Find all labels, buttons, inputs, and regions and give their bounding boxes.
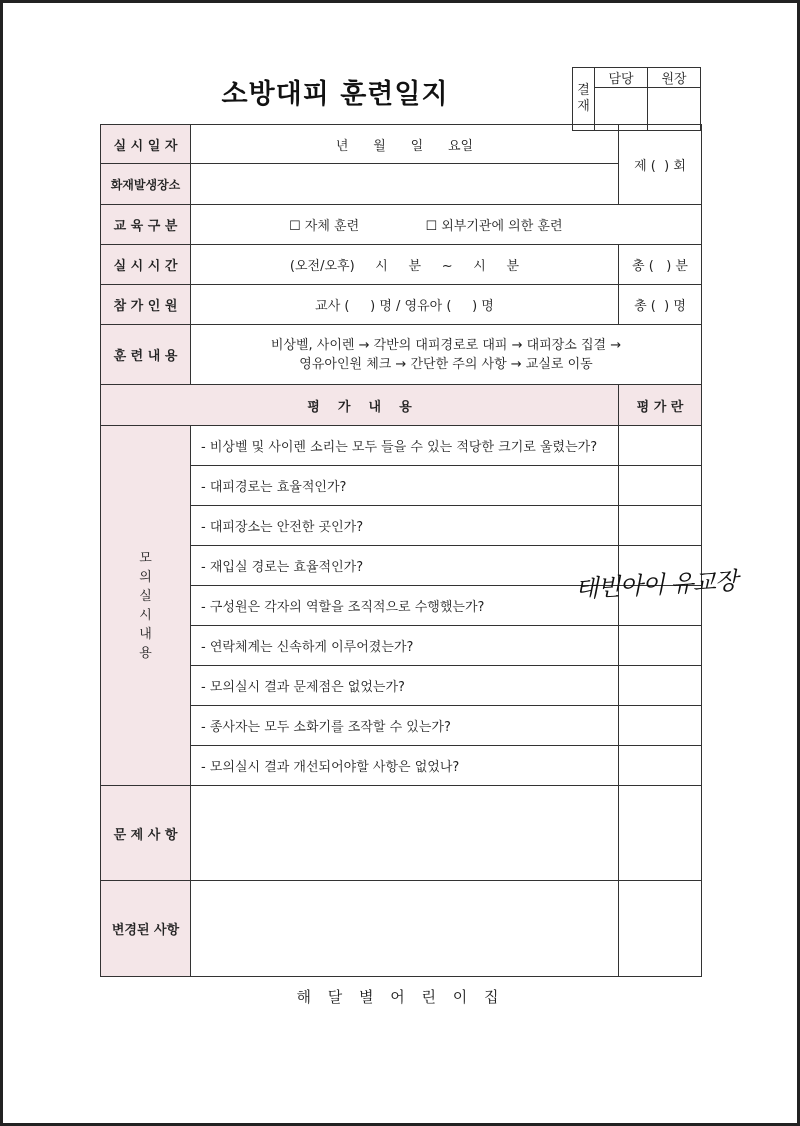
question-score[interactable] [619, 666, 702, 706]
row-fire-location [101, 164, 702, 205]
question-text: - 모의실시 결과 개선되어야할 사항은 없었나? [191, 746, 619, 786]
question-row [101, 666, 702, 706]
question-text: - 종사자는 모두 소화기를 조작할 수 있는가? [191, 706, 619, 746]
question-row [101, 426, 702, 466]
participants-label: 참 가 인 원 [101, 285, 191, 325]
row-problems [101, 786, 702, 881]
date-field[interactable] [191, 125, 619, 164]
question-text: - 구성원은 각자의 역할을 조직적으로 수행했는가? [191, 586, 619, 626]
participants-total: 총 ( ) 명 [634, 299, 686, 314]
question-score[interactable] [619, 746, 702, 786]
watermark-signature: 태빈아이 유교장 [574, 566, 738, 604]
row-time [101, 245, 702, 285]
question-text: - 재입실 경로는 효율적인가? [191, 546, 619, 586]
date-label: 실 시 일 자 [101, 125, 191, 164]
question-text: - 비상벨 및 사이렌 소리는 모두 들을 수 있는 적당한 크기로 울렸는가? [191, 426, 619, 466]
approval-label [573, 68, 595, 131]
mock-label-char: 내 [139, 626, 152, 642]
row-training-content [101, 325, 702, 385]
mock-drill-label [101, 426, 191, 786]
row-eval-header [101, 385, 702, 426]
time-value: (오전/오후) 시 분 ~ 시 분 [289, 259, 520, 274]
question-score[interactable] [619, 626, 702, 666]
fire-location-field[interactable] [191, 164, 619, 205]
fire-location-label: 화재발생장소 [101, 164, 191, 205]
question-row [101, 466, 702, 506]
participants-field[interactable] [191, 285, 619, 325]
question-row [101, 706, 702, 746]
option-external-training[interactable]: ☐ 외부기관에 의한 훈련 [425, 219, 563, 234]
mock-label-char: 시 [139, 607, 152, 623]
time-field[interactable] [191, 245, 619, 285]
page-title: 소방대피 훈련일지 [221, 79, 449, 110]
training-log-table [100, 124, 702, 977]
row-education-type [101, 205, 702, 245]
time-total-field[interactable] [619, 245, 702, 285]
row-date [101, 125, 702, 164]
problems-score[interactable] [619, 786, 702, 881]
education-type-label: 교 육 구 분 [101, 205, 191, 245]
question-text: - 대피장소는 안전한 곳인가? [191, 506, 619, 546]
question-text: - 모의실시 결과 문제점은 없었는가? [191, 666, 619, 706]
participants-value: 교사 ( ) 명 / 영유아 ( ) 명 [315, 299, 494, 314]
content-label: 훈 련 내 용 [101, 325, 191, 385]
problems-label: 문 제 사 항 [101, 786, 191, 881]
eval-score-header: 평 가 란 [619, 385, 702, 426]
date-value: 년 월 일 요일 [335, 138, 474, 154]
session-value: 제 ( ) 회 [634, 159, 686, 174]
eval-content-header: 평 가 내 용 [101, 385, 619, 426]
content-field [191, 325, 702, 385]
question-score[interactable] [619, 426, 702, 466]
question-row [101, 746, 702, 786]
row-changes [101, 881, 702, 977]
mock-label-char: 의 [139, 569, 152, 585]
question-score[interactable] [619, 506, 702, 546]
time-total: 총 ( ) 분 [632, 259, 688, 274]
participants-total-field[interactable] [619, 285, 702, 325]
approval-label-text: 결 재 [577, 83, 590, 114]
changes-score[interactable] [619, 881, 702, 977]
session-field[interactable] [619, 125, 702, 205]
mock-label-char: 용 [139, 645, 152, 661]
question-score[interactable] [619, 706, 702, 746]
mock-label-char: 실 [139, 588, 152, 604]
approval-box [572, 67, 701, 131]
education-type-field [191, 205, 702, 245]
question-score[interactable] [619, 466, 702, 506]
content-line-1: 비상벨, 사이렌 → 각반의 대피경로로 대피 → 대피장소 집결 → [270, 337, 622, 353]
question-text: - 연락체계는 신속하게 이루어졌는가? [191, 626, 619, 666]
question-row [101, 626, 702, 666]
problems-field[interactable] [191, 786, 619, 881]
approval-col-manager: 담당 [595, 68, 648, 88]
question-row [101, 506, 702, 546]
changes-field[interactable] [191, 881, 619, 977]
approval-col-director: 원장 [648, 68, 701, 88]
option-self-training[interactable]: ☐ 자체 훈련 [289, 219, 360, 234]
footer-daycare-name: 해 달 별 어 린 이 집 [296, 988, 505, 1006]
time-label: 실 시 시 간 [101, 245, 191, 285]
question-text: - 대피경로는 효율적인가? [191, 466, 619, 506]
content-line-2: 영유아인원 체크 → 간단한 주의 사항 → 교실로 이동 [299, 356, 593, 372]
changes-label: 변경된 사항 [101, 881, 191, 977]
row-participants [101, 285, 702, 325]
mock-label-char: 모 [139, 550, 152, 566]
